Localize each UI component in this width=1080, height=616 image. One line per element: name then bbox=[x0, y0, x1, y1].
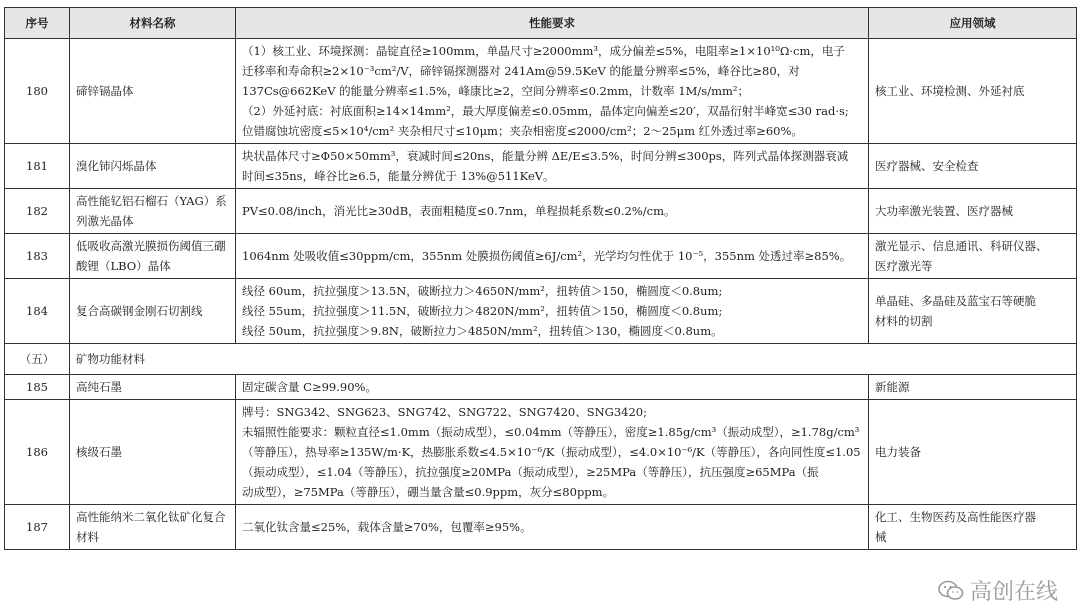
row-seq: 187 bbox=[5, 505, 70, 550]
application-line: 电力装备 bbox=[875, 445, 921, 459]
table-row bbox=[5, 39, 1077, 144]
application-line: 械 bbox=[875, 530, 887, 544]
row-seq: 184 bbox=[5, 279, 70, 344]
performance-line: （等静压），热导率≥135W/m·K，热膨胀系数≤4.5×10⁻⁶/K（振动成型），≤4.0×10⁻⁶/K（等静压），各向同性度≤1.05 bbox=[242, 445, 861, 459]
wechat-icon bbox=[938, 580, 964, 602]
row-application bbox=[869, 189, 1077, 234]
table-row bbox=[5, 234, 1077, 279]
row-performance bbox=[236, 375, 869, 400]
table-row bbox=[5, 144, 1077, 189]
performance-line: （2）外延衬底：衬底面积≥14×14mm²，最大厚度偏差≤0.05mm，晶体定向偏差≤20′，双晶衍射半峰宽≤30 rad·s; bbox=[242, 104, 849, 118]
row-material-name: 复合高碳钢金刚石切割线 bbox=[70, 279, 236, 344]
row-performance bbox=[236, 279, 869, 344]
performance-line: 牌号：SNG342、SNG623、SNG742、SNG722、SNG7420、SNG3420; bbox=[242, 405, 647, 419]
row-application bbox=[869, 234, 1077, 279]
row-performance bbox=[236, 39, 869, 144]
materials-table bbox=[4, 7, 1077, 550]
row-performance bbox=[236, 234, 869, 279]
header-seq: 序号 bbox=[5, 8, 70, 39]
performance-line: 未辐照性能要求：颗粒直径≤1.0mm（振动成型），≤0.04mm（等静压），密度≥1.85g/cm³（振动成型），≥1.78g/cm³ bbox=[242, 425, 860, 439]
watermark-text: 高创在线 bbox=[969, 580, 1058, 605]
table-header-row bbox=[5, 8, 1077, 39]
row-application bbox=[869, 144, 1077, 189]
row-material-name: 核级石墨 bbox=[70, 400, 236, 505]
row-application bbox=[869, 400, 1077, 505]
performance-line: 位错腐蚀坑密度≤5×10⁴/cm² 夹杂相尺寸≤10μm；夹杂相密度≤2000/cm²；2～25μm 红外透过率≥60%。 bbox=[242, 124, 803, 138]
performance-line: 线径 55um，抗拉强度＞11.5N，破断拉力＞4820N/mm²，扭转值＞150，椭圆度＜0.8um; bbox=[242, 304, 723, 318]
application-line: 核工业、环境检测、外延衬底 bbox=[875, 84, 1025, 98]
row-seq: 183 bbox=[5, 234, 70, 279]
section-row bbox=[5, 344, 1077, 375]
performance-line: 块状晶体尺寸≥Φ50×50mm³，衰减时间≤20ns，能量分辨 ΔE/E≤3.5%，时间分辨≤300ps，阵列式晶体探测器衰减 bbox=[242, 149, 849, 163]
performance-line: 线径 60um，抗拉强度＞13.5N，破断拉力＞4650N/mm²，扭转值＞150，椭圆度＜0.8um; bbox=[242, 284, 723, 298]
row-seq: 185 bbox=[5, 375, 70, 400]
row-performance bbox=[236, 189, 869, 234]
row-material-name: 低吸收高激光膜损伤阈值三硼酸锂（LBO）晶体 bbox=[70, 234, 236, 279]
header-performance: 性能要求 bbox=[236, 8, 869, 39]
row-seq: 186 bbox=[5, 400, 70, 505]
performance-line: 1064nm 处吸收值≤30ppm/cm，355nm 处膜损伤阈值≥6J/cm²，光学均匀性优于 10⁻⁵，355nm 处透过率≥85%。 bbox=[242, 249, 852, 263]
row-material-name: 高性能纳米二氧化钛矿化复合材料 bbox=[70, 505, 236, 550]
row-seq: 181 bbox=[5, 144, 70, 189]
performance-line: （振动成型），≤1.04（等静压），抗拉强度≥20MPa（振动成型），≥25MPa（等静压），抗压强度≥65MPa（振 bbox=[242, 465, 819, 479]
application-line: 材料的切割 bbox=[875, 314, 933, 328]
performance-line: （1）核工业、环境探测：晶锭直径≥100mm，单晶尺寸≥2000mm³，成分偏差≤5%，电阻率≥1×10¹⁰Ω·cm，电子 bbox=[242, 44, 845, 58]
row-performance bbox=[236, 400, 869, 505]
row-material-name: 溴化铈闪烁晶体 bbox=[70, 144, 236, 189]
table-row bbox=[5, 375, 1077, 400]
row-material-name: 碲锌镉晶体 bbox=[70, 39, 236, 144]
application-line: 激光显示、信息通讯、科研仪器、 bbox=[875, 239, 1048, 253]
table-row bbox=[5, 400, 1077, 505]
application-line: 新能源 bbox=[875, 380, 910, 394]
performance-line: 固定碳含量 C≥99.90%。 bbox=[242, 380, 377, 394]
performance-line: 动成型），≥75MPa（等静压），硼当量含量≤0.9ppm，灰分≤80ppm。 bbox=[242, 485, 615, 499]
row-material-name: 高纯石墨 bbox=[70, 375, 236, 400]
table-row bbox=[5, 189, 1077, 234]
performance-line: 时间≤35ns，峰谷比≥6.5，能量分辨优于 13%@511KeV。 bbox=[242, 169, 555, 183]
row-seq: 180 bbox=[5, 39, 70, 144]
table-row bbox=[5, 279, 1077, 344]
application-line: 大功率激光装置、医疗器械 bbox=[875, 204, 1013, 218]
performance-line: 迁移率和寿命积≥2×10⁻³cm²/V，碲锌镉探测器对 241Am@59.5KeV 的能量分辨率≤5%，峰谷比≥80，对 bbox=[242, 64, 800, 78]
section-title: 矿物功能材料 bbox=[70, 344, 1077, 375]
performance-line: 二氧化钛含量≤25%，载体含量≥70%，包覆率≥95%。 bbox=[242, 520, 532, 534]
row-application bbox=[869, 279, 1077, 344]
row-material-name: 高性能钇铝石榴石（YAG）系列激光晶体 bbox=[70, 189, 236, 234]
performance-line: 137Cs@662KeV 的能量分辨率≤1.5%，峰康比≥2，空间分辨率≤0.2mm，计数率 1M/s/mm²； bbox=[242, 84, 750, 98]
row-application bbox=[869, 39, 1077, 144]
row-seq: 182 bbox=[5, 189, 70, 234]
row-application bbox=[869, 505, 1077, 550]
row-application bbox=[869, 375, 1077, 400]
performance-line: 线径 50um，抗拉强度＞9.8N，破断拉力＞4850N/mm²，扭转值＞130，椭圆度＜0.8um。 bbox=[242, 324, 723, 338]
application-line: 单晶硅、多晶硅及蓝宝石等硬脆 bbox=[875, 294, 1036, 308]
row-performance bbox=[236, 505, 869, 550]
header-material-name: 材料名称 bbox=[70, 8, 236, 39]
application-line: 医疗器械、安全检查 bbox=[875, 159, 979, 173]
table-row bbox=[5, 505, 1077, 550]
application-line: 化工、生物医药及高性能医疗器 bbox=[875, 510, 1036, 524]
performance-line: PV≤0.08/inch，消光比≥30dB，表面粗糙度≤0.7nm，单程损耗系数≤0.2%/cm。 bbox=[242, 204, 676, 218]
header-application: 应用领域 bbox=[869, 8, 1077, 39]
application-line: 医疗激光等 bbox=[875, 259, 933, 273]
section-seq: （五） bbox=[5, 344, 70, 375]
watermark bbox=[938, 575, 1058, 606]
row-performance bbox=[236, 144, 869, 189]
